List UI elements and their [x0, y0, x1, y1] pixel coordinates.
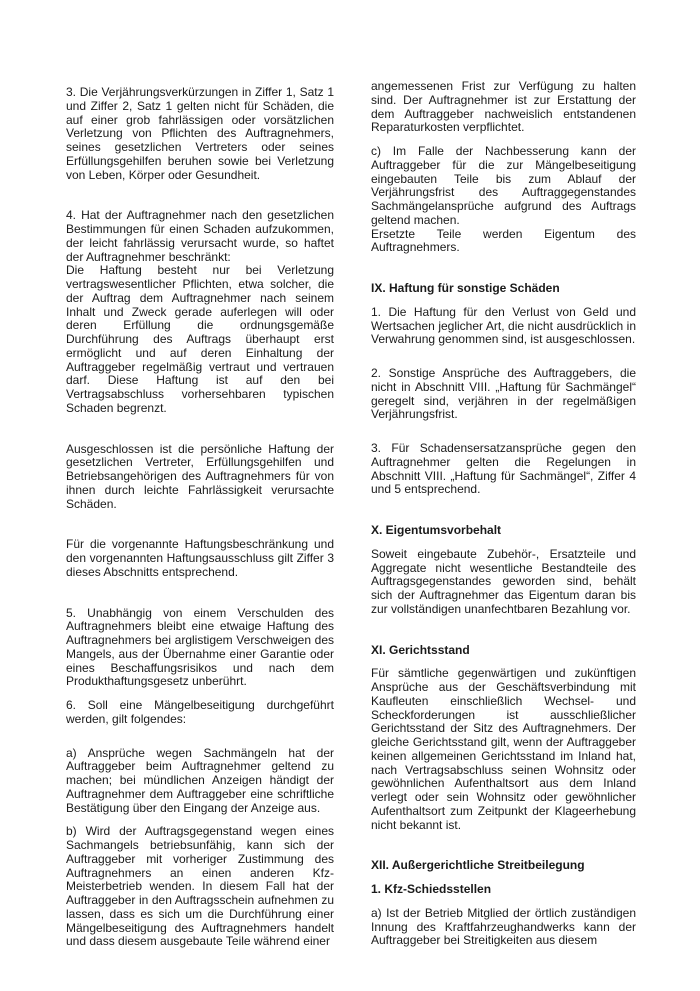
- paragraph-x: Soweit eingebaute Zubehör-, Ersatzteile und Aggregate nicht wesentliche Bestandteile des Auftragsgegenstandes geworden sind, behält sich der Auftragnehmer das Eigentum daran bis zur vollständigen unanfechtbaren Bezahlung vor.: [371, 546, 636, 616]
- paragraph-viii-4-intro: 4. Hat der Auftragnehmer nach den gesetzlichen Bestimmungen für einen Schaden aufzukommen, der leicht fahrlässig verursacht wurde, so haftet der Auftragnehmer beschränkt:: [66, 208, 334, 264]
- subheading-xii-1: 1. Kfz-Schiedsstellen: [371, 882, 492, 896]
- paragraph-viii-4-body: Die Haftung besteht nur bei Verletzung vertragswesentlicher Pflichten, etwa solcher, die der Auftrag dem Auftragnehmer nach seinem Inhalt und Zweck gerade auferlegen will oder deren Erfüllung die ordnungsgemäße Durchführung des Auftrags überhaupt erst ermöglicht und auf deren Einhaltung der Auftraggeber regelmäßig vertraut und vertrauen darf. Diese Haftung ist auf den bei Vertragsabschluss vorhersehbaren typischen Schaden begrenzt.: [66, 263, 334, 415]
- paragraph-viii-6b-continued: angemessenen Frist zur Verfügung zu halten sind. Der Auftragnehmer ist zur Erstattung der dem Auftraggeber nachweislich entstandenen Reparaturkosten verpflichtet.: [371, 79, 636, 135]
- paragraph-exclusion: Ausgeschlossen ist die persönliche Haftung der gesetzlichen Vertreter, Erfüllungsgehilfen und Betriebsangehörigen des Auftragnehmers für von ihnen durch leichte Fahrlässigkeit verursachte Schäden.: [66, 441, 334, 511]
- paragraph-viii-6c: c) Im Falle der Nachbesserung kann der Auftraggeber für die zur Mängelbeseitigung eingebauten Teile bis zum Ablauf der Verjährungsfrist des Auftraggegenstandes Sachmängelansprüche aufgrund des Auftrags geltend machen.: [371, 144, 636, 227]
- paragraph-ix-1: 1. Die Haftung für den Verlust von Geld und Wertsachen jeglicher Art, die nicht ausdrücklich in Verwahrung genommen sind, ist ausgeschlossen.: [371, 304, 636, 347]
- paragraph-viii-6a: a) Ansprüche wegen Sachmängeln hat der Auftraggeber beim Auftragnehmer geltend zu machen; bei mündlichen Anzeigen händigt der Auftragnehmer dem Auftraggeber eine schriftliche Bestätigung über den Eingang der Anzeige aus.: [66, 745, 334, 815]
- section-heading-xii: XII. Außergerichtliche Streitbeilegung: [371, 858, 585, 873]
- paragraph-ix-2: 2. Sonstige Ansprüche des Auftraggebers, die nicht in Abschnitt VIII. „Haftung für Sachmängel“ geregelt sind, verjähren in der regelmäßigen Verjährungsfrist.: [371, 366, 636, 422]
- paragraph-ix-3: 3. Für Schadensersatzansprüche gegen den Auftragnehmer gelten die Regelungen in Abschnitt VIII. „Haftung für Sachmängel“, Ziffer 4 und 5 entsprechend.: [371, 441, 636, 497]
- left-column: [66, 86, 334, 949]
- paragraph-xii-1a: a) Ist der Betrieb Mitglied der örtlich zuständigen Innung des Kraftfahrzeughandwerks kann der Auftraggeber bei Streitigkeiten aus diesem: [371, 905, 636, 948]
- section-heading-xi: XI. Gerichtsstand: [371, 642, 470, 657]
- paragraph-limitation-reference: Für die vorgenannte Haftungsbeschränkung und den vorgenannten Haftungsausschluss gilt Ziffer 3 dieses Abschnitts entsprechend.: [66, 537, 334, 579]
- section-heading-x: X. Eigentumsvorbehalt: [371, 523, 502, 537]
- paragraph-viii-6: 6. Soll eine Mängelbeseitigung durchgeführt werden, gilt folgendes:: [66, 698, 334, 726]
- paragraph-viii-5: 5. Unabhängig von einem Verschulden des Auftragnehmers bleibt eine etwaige Haftung des Auftragnehmers bei arglistigem Verschweigen des Mangels, aus der Übernahme einer Garantie oder eines Beschaffungsrisikos und nach dem Produkthaftungsgesetz unberührt.: [66, 605, 334, 689]
- paragraph-viii-6c-parts: Ersetzte Teile werden Eigentum des Auftragnehmers.: [371, 226, 636, 255]
- section-heading-ix: IX. Haftung für sonstige Schäden: [371, 281, 560, 295]
- right-column: [371, 80, 636, 948]
- paragraph-xi: Für sämtliche gegenwärtigen und zukünftigen Ansprüche aus der Geschäftsverbindung mit Kaufleuten einschließlich Wechsel- und Scheckforderungen ist ausschließlicher Gerichtsstand der Sitz des Auftragnehmers. Der gleiche Gerichtsstand gilt, wenn der Auftraggeber keinen allgemeinen Gerichtsstand im Inland hat, nach Vertragsabschluss seinen Wohnsitz oder gewöhnlichen Aufenthaltsort aus dem Inland verlegt oder sein Wohnsitz oder gewöhnlicher Aufenthaltsort zum Zeitpunkt der Klageerhebung nicht bekannt ist.: [371, 666, 636, 832]
- paragraph-viii-6b: b) Wird der Auftragsgegenstand wegen eines Sachmangels betriebsunfähig, kann sich der Auftraggeber mit vorheriger Zustimmung des Auftragnehmers an einen anderen Kfz-Meisterbetrieb wenden. In diesem Fall hat der Auftraggeber in den Auftragsschein aufnehmen zu lassen, dass es sich um die Durchführung einer Mängelbeseitigung des Auftragnehmers handelt und dass diesem ausgebaute Teile während einer: [66, 824, 334, 949]
- paragraph-viii-3: 3. Die Verjährungsverkürzungen in Ziffer 1, Satz 1 und Ziffer 2, Satz 1 gelten nicht für Schäden, die auf einer grob fahrlässigen oder vorsätzlichen Verletzung von Pflichten des Auftragnehmers, seines gesetzlichen Vertreters oder seines Erfüllungsgehilfen beruhen sowie bei Verletzung von Leben, Körper oder Gesundheit.: [66, 85, 334, 182]
